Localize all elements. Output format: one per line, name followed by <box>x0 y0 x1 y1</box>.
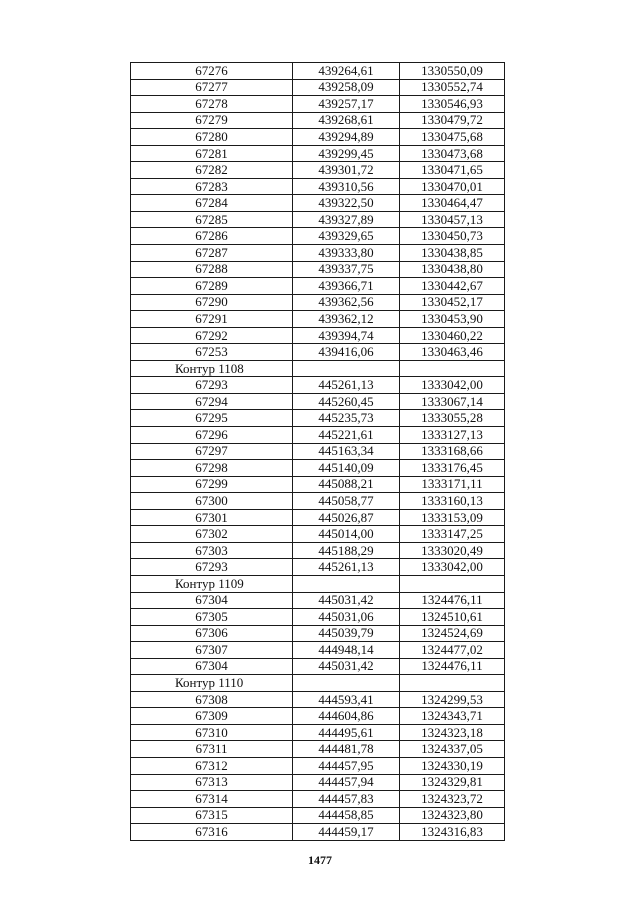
x-coordinate-cell: 444604,86 <box>293 708 400 725</box>
contour-label: Контур 1109 <box>131 575 293 592</box>
table-row <box>131 129 505 146</box>
point-id-cell: 67297 <box>131 443 293 460</box>
y-coordinate-cell: 1324476,11 <box>400 658 505 675</box>
y-coordinate-cell: 1324343,71 <box>400 708 505 725</box>
table-row <box>131 609 505 626</box>
table-row <box>131 493 505 510</box>
table-row <box>131 807 505 824</box>
table-row <box>131 311 505 328</box>
y-coordinate-cell: 1324316,83 <box>400 824 505 841</box>
y-coordinate-cell: 1330452,17 <box>400 294 505 311</box>
table-row <box>131 658 505 675</box>
point-id-cell: 67277 <box>131 79 293 96</box>
x-coordinate-cell: 445014,00 <box>293 526 400 543</box>
x-coordinate-cell: 439394,74 <box>293 327 400 344</box>
table-row <box>131 261 505 278</box>
point-id-cell: 67305 <box>131 609 293 626</box>
x-coordinate-cell: 439416,06 <box>293 344 400 361</box>
y-coordinate-cell: 1324329,81 <box>400 774 505 791</box>
y-coordinate-cell: 1330546,93 <box>400 96 505 113</box>
table-row <box>131 642 505 659</box>
coordinates-table <box>130 62 505 841</box>
empty-cell <box>400 675 505 692</box>
point-id-cell: 67294 <box>131 393 293 410</box>
empty-cell <box>293 675 400 692</box>
x-coordinate-cell: 439294,89 <box>293 129 400 146</box>
table-row <box>131 195 505 212</box>
y-coordinate-cell: 1330453,90 <box>400 311 505 328</box>
table-row <box>131 112 505 129</box>
point-id-cell: 67284 <box>131 195 293 212</box>
x-coordinate-cell: 444459,17 <box>293 824 400 841</box>
empty-cell <box>400 360 505 377</box>
y-coordinate-cell: 1324323,18 <box>400 724 505 741</box>
point-id-cell: 67312 <box>131 757 293 774</box>
x-coordinate-cell: 439329,65 <box>293 228 400 245</box>
y-coordinate-cell: 1333153,09 <box>400 509 505 526</box>
y-coordinate-cell: 1330550,09 <box>400 63 505 80</box>
x-coordinate-cell: 439362,56 <box>293 294 400 311</box>
contour-header-row <box>131 360 505 377</box>
point-id-cell: 67253 <box>131 344 293 361</box>
table-row <box>131 327 505 344</box>
x-coordinate-cell: 439337,75 <box>293 261 400 278</box>
table-row <box>131 211 505 228</box>
point-id-cell: 67303 <box>131 542 293 559</box>
table-row <box>131 294 505 311</box>
point-id-cell: 67308 <box>131 691 293 708</box>
point-id-cell: 67292 <box>131 327 293 344</box>
table-row <box>131 63 505 80</box>
table-row <box>131 377 505 394</box>
point-id-cell: 67307 <box>131 642 293 659</box>
x-coordinate-cell: 439366,71 <box>293 278 400 295</box>
point-id-cell: 67316 <box>131 824 293 841</box>
x-coordinate-cell: 444457,83 <box>293 791 400 808</box>
empty-cell <box>293 360 400 377</box>
point-id-cell: 67313 <box>131 774 293 791</box>
table-row <box>131 460 505 477</box>
contour-label: Контур 1110 <box>131 675 293 692</box>
point-id-cell: 67278 <box>131 96 293 113</box>
point-id-cell: 67291 <box>131 311 293 328</box>
point-id-cell: 67283 <box>131 178 293 195</box>
point-id-cell: 67311 <box>131 741 293 758</box>
x-coordinate-cell: 444457,95 <box>293 757 400 774</box>
y-coordinate-cell: 1330475,68 <box>400 129 505 146</box>
x-coordinate-cell: 439264,61 <box>293 63 400 80</box>
x-coordinate-cell: 444481,78 <box>293 741 400 758</box>
table-row <box>131 96 505 113</box>
table-row <box>131 278 505 295</box>
y-coordinate-cell: 1324330,19 <box>400 757 505 774</box>
x-coordinate-cell: 445221,61 <box>293 427 400 444</box>
contour-header-row <box>131 575 505 592</box>
table-row <box>131 178 505 195</box>
point-id-cell: 67280 <box>131 129 293 146</box>
point-id-cell: 67299 <box>131 476 293 493</box>
y-coordinate-cell: 1324476,11 <box>400 592 505 609</box>
x-coordinate-cell: 445031,42 <box>293 658 400 675</box>
x-coordinate-cell: 439362,12 <box>293 311 400 328</box>
y-coordinate-cell: 1324477,02 <box>400 642 505 659</box>
table-row <box>131 708 505 725</box>
point-id-cell: 67282 <box>131 162 293 179</box>
table-row <box>131 691 505 708</box>
x-coordinate-cell: 445058,77 <box>293 493 400 510</box>
table-row <box>131 774 505 791</box>
x-coordinate-cell: 444458,85 <box>293 807 400 824</box>
x-coordinate-cell: 445026,87 <box>293 509 400 526</box>
point-id-cell: 67290 <box>131 294 293 311</box>
contour-header-row <box>131 675 505 692</box>
point-id-cell: 67276 <box>131 63 293 80</box>
table-row <box>131 476 505 493</box>
y-coordinate-cell: 1324337,05 <box>400 741 505 758</box>
table-row <box>131 393 505 410</box>
y-coordinate-cell: 1333042,00 <box>400 559 505 576</box>
x-coordinate-cell: 445039,79 <box>293 625 400 642</box>
table-row <box>131 791 505 808</box>
table-row <box>131 509 505 526</box>
x-coordinate-cell: 444593,41 <box>293 691 400 708</box>
point-id-cell: 67286 <box>131 228 293 245</box>
point-id-cell: 67285 <box>131 211 293 228</box>
y-coordinate-cell: 1333171,11 <box>400 476 505 493</box>
point-id-cell: 67298 <box>131 460 293 477</box>
x-coordinate-cell: 439322,50 <box>293 195 400 212</box>
point-id-cell: 67288 <box>131 261 293 278</box>
x-coordinate-cell: 439327,89 <box>293 211 400 228</box>
x-coordinate-cell: 439333,80 <box>293 245 400 262</box>
y-coordinate-cell: 1330460,22 <box>400 327 505 344</box>
y-coordinate-cell: 1324524,69 <box>400 625 505 642</box>
y-coordinate-cell: 1324323,80 <box>400 807 505 824</box>
point-id-cell: 67314 <box>131 791 293 808</box>
point-id-cell: 67300 <box>131 493 293 510</box>
point-id-cell: 67289 <box>131 278 293 295</box>
y-coordinate-cell: 1330470,01 <box>400 178 505 195</box>
table-row <box>131 228 505 245</box>
x-coordinate-cell: 439257,17 <box>293 96 400 113</box>
y-coordinate-cell: 1330450,73 <box>400 228 505 245</box>
y-coordinate-cell: 1333147,25 <box>400 526 505 543</box>
y-coordinate-cell: 1330438,85 <box>400 245 505 262</box>
x-coordinate-cell: 439268,61 <box>293 112 400 129</box>
y-coordinate-cell: 1333176,45 <box>400 460 505 477</box>
table-row <box>131 145 505 162</box>
x-coordinate-cell: 444457,94 <box>293 774 400 791</box>
table-row <box>131 824 505 841</box>
table-row <box>131 427 505 444</box>
y-coordinate-cell: 1330442,67 <box>400 278 505 295</box>
point-id-cell: 67306 <box>131 625 293 642</box>
table-row <box>131 757 505 774</box>
point-id-cell: 67281 <box>131 145 293 162</box>
x-coordinate-cell: 445235,73 <box>293 410 400 427</box>
table-row <box>131 724 505 741</box>
y-coordinate-cell: 1330471,65 <box>400 162 505 179</box>
x-coordinate-cell: 439301,72 <box>293 162 400 179</box>
table-row <box>131 592 505 609</box>
point-id-cell: 67293 <box>131 377 293 394</box>
y-coordinate-cell: 1324299,53 <box>400 691 505 708</box>
x-coordinate-cell: 445261,13 <box>293 559 400 576</box>
x-coordinate-cell: 439258,09 <box>293 79 400 96</box>
y-coordinate-cell: 1333160,13 <box>400 493 505 510</box>
x-coordinate-cell: 439299,45 <box>293 145 400 162</box>
y-coordinate-cell: 1333020,49 <box>400 542 505 559</box>
empty-cell <box>293 575 400 592</box>
coordinates-table-body <box>131 63 505 841</box>
contour-label: Контур 1108 <box>131 360 293 377</box>
point-id-cell: 67293 <box>131 559 293 576</box>
point-id-cell: 67279 <box>131 112 293 129</box>
table-row <box>131 410 505 427</box>
table-row <box>131 443 505 460</box>
x-coordinate-cell: 444495,61 <box>293 724 400 741</box>
point-id-cell: 67304 <box>131 592 293 609</box>
table-row <box>131 542 505 559</box>
point-id-cell: 67302 <box>131 526 293 543</box>
point-id-cell: 67295 <box>131 410 293 427</box>
table-row <box>131 245 505 262</box>
table-row <box>131 741 505 758</box>
y-coordinate-cell: 1333042,00 <box>400 377 505 394</box>
y-coordinate-cell: 1333055,28 <box>400 410 505 427</box>
table-row <box>131 526 505 543</box>
y-coordinate-cell: 1324510,61 <box>400 609 505 626</box>
y-coordinate-cell: 1330464,47 <box>400 195 505 212</box>
y-coordinate-cell: 1333127,13 <box>400 427 505 444</box>
y-coordinate-cell: 1330473,68 <box>400 145 505 162</box>
y-coordinate-cell: 1333168,66 <box>400 443 505 460</box>
empty-cell <box>400 575 505 592</box>
point-id-cell: 67287 <box>131 245 293 262</box>
x-coordinate-cell: 439310,56 <box>293 178 400 195</box>
y-coordinate-cell: 1333067,14 <box>400 393 505 410</box>
x-coordinate-cell: 445261,13 <box>293 377 400 394</box>
x-coordinate-cell: 445188,29 <box>293 542 400 559</box>
y-coordinate-cell: 1330552,74 <box>400 79 505 96</box>
y-coordinate-cell: 1330463,46 <box>400 344 505 361</box>
table-row <box>131 559 505 576</box>
x-coordinate-cell: 445140,09 <box>293 460 400 477</box>
x-coordinate-cell: 445260,45 <box>293 393 400 410</box>
x-coordinate-cell: 445031,42 <box>293 592 400 609</box>
point-id-cell: 67304 <box>131 658 293 675</box>
page-number: 1477 <box>308 853 332 867</box>
table-row <box>131 162 505 179</box>
y-coordinate-cell: 1330457,13 <box>400 211 505 228</box>
y-coordinate-cell: 1330438,80 <box>400 261 505 278</box>
x-coordinate-cell: 444948,14 <box>293 642 400 659</box>
table-row <box>131 344 505 361</box>
x-coordinate-cell: 445088,21 <box>293 476 400 493</box>
point-id-cell: 67309 <box>131 708 293 725</box>
point-id-cell: 67315 <box>131 807 293 824</box>
point-id-cell: 67296 <box>131 427 293 444</box>
y-coordinate-cell: 1324323,72 <box>400 791 505 808</box>
y-coordinate-cell: 1330479,72 <box>400 112 505 129</box>
table-row <box>131 625 505 642</box>
point-id-cell: 67301 <box>131 509 293 526</box>
x-coordinate-cell: 445163,34 <box>293 443 400 460</box>
table-row <box>131 79 505 96</box>
x-coordinate-cell: 445031,06 <box>293 609 400 626</box>
point-id-cell: 67310 <box>131 724 293 741</box>
